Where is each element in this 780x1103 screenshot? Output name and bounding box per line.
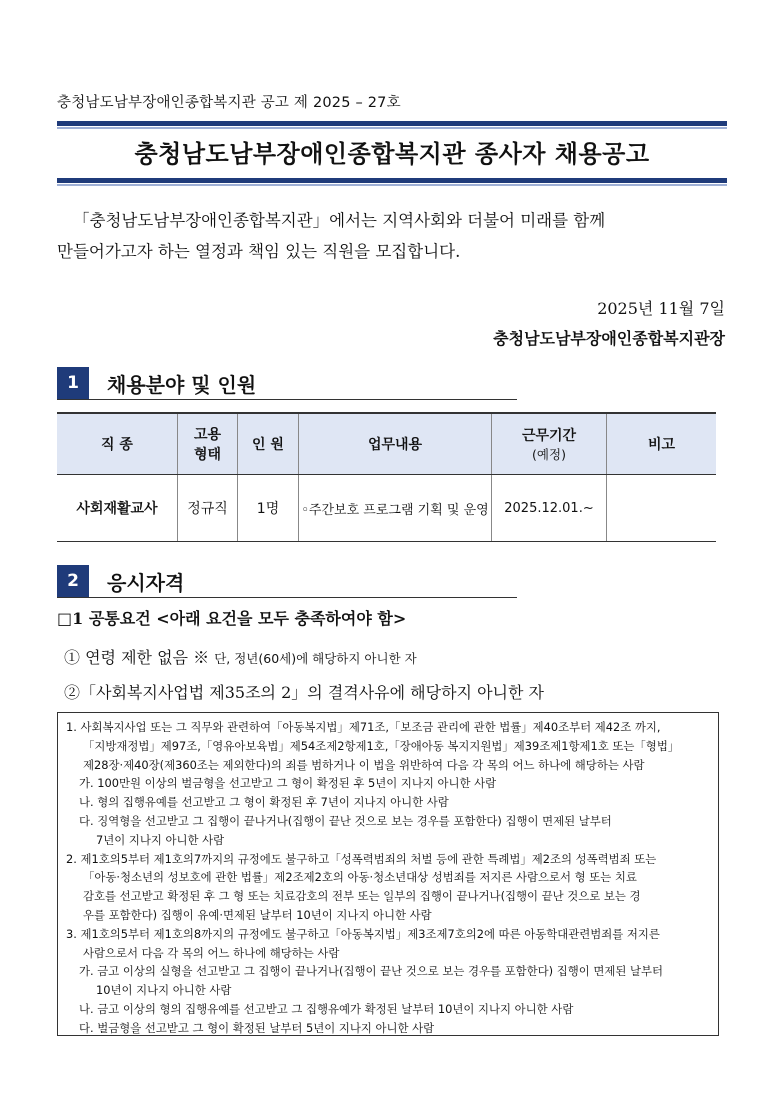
section-1-title: 채용분야 및 인원: [107, 373, 257, 397]
header-count: 인 원: [238, 413, 299, 475]
header-note: 비고: [607, 413, 717, 475]
recruitment-table: [57, 412, 716, 542]
title-rule-bottom: [57, 178, 727, 183]
requirement-age: [64, 645, 417, 668]
title-rule-top: [57, 121, 727, 126]
box-line: 감호를 선고받고 확정된 후 그 형 또는 치료감호의 전부 또는 일부의 집행이 끝나거나(집행이 끝난 것으로 보는 경: [83, 889, 641, 904]
header-duty: 업무내용: [299, 413, 492, 475]
table-header-row: [57, 413, 716, 475]
box-line: 나. 금고 이상의 형의 집행유예를 선고받고 그 집행유예가 확정된 날부터 10년이 지나지 아니한 사람: [79, 1001, 574, 1016]
requirement-disqualification: ②「사회복지사업법 제35조의 2」의 결격사유에 해당하지 아니한 자: [64, 683, 544, 702]
box-line: 가. 100만원 이상의 벌금형을 선고받고 그 형이 확정된 후 5년이 지나지 아니한 사람: [79, 776, 497, 791]
cell-type: 정규직: [178, 475, 238, 542]
requirement-age-main: ① 연령 제한 없음 ※: [64, 648, 210, 667]
intro-line-1: 「충청남도남부장애인종합복지관」에서는 지역사회와 더불어 미래를 함께: [73, 211, 606, 230]
header-job: 직 종: [57, 413, 178, 475]
announcement-date: 2025년 11월 7일: [597, 299, 725, 318]
section-1-header: [57, 367, 517, 400]
box-line: 나. 형의 집행유예를 선고받고 그 형이 확정된 후 7년이 지나지 아니한 사람: [79, 795, 449, 810]
box-line: 우를 포함한다) 집행이 유예·면제된 날부터 10년이 지나지 아니한 사람: [83, 907, 432, 922]
box-line: 가. 금고 이상의 실형을 선고받고 그 집행이 끝나거나(집행이 끝난 것으로 보는 경우를 포함한다) 집행이 면제된 날부터: [79, 964, 663, 979]
box-line: 「아동·청소년의 성보호에 관한 법률」제2조제2호의 아동·청소년대상 성범죄를 저지른 사람으로서 형 또는 치료: [83, 870, 637, 885]
intro-paragraph: [57, 205, 727, 267]
cell-job: 사회재활교사: [57, 475, 178, 542]
header-employment-type: [178, 413, 238, 475]
box-line: 7년이 지나지 아니한 사람: [96, 832, 225, 847]
table-row: [57, 475, 716, 542]
box-line: 「지방재정법」제97조,「영유아보육법」제54조제2항제1호,「장애아동 복지지원법」제39조제1항제1호 또는「형법」: [83, 738, 680, 753]
box-line: 2. 제1호의5부터 제1호의7까지의 규정에도 불구하고「성폭력범죄의 처벌 등에 관한 특례법」제2조의 성폭력범죄 또는: [66, 851, 657, 866]
disqualification-box: [57, 712, 719, 1036]
page-title: 충청남도남부장애인종합복지관 종사자 채용공고: [134, 140, 650, 168]
box-line: 다. 벌금형을 선고받고 그 형이 확정된 날부터 5년이 지나지 아니한 사람: [79, 1020, 435, 1035]
section-2-title: 응시자격: [107, 571, 185, 595]
box-line: 10년이 지나지 아니한 사람: [96, 983, 232, 998]
requirement-age-note: 단, 정년(60세)에 해당하지 아니한 자: [214, 651, 417, 666]
title-rule-bottom-thin: [57, 184, 727, 186]
section-2-number: 2: [57, 565, 89, 597]
header-period-label: 근무기간: [521, 428, 577, 444]
title-rule-top-thin: [57, 127, 727, 129]
cell-note: [607, 475, 717, 542]
cell-duty: ◦주간보호 프로그램 기획 및 운영: [299, 475, 492, 542]
box-line: 사람으로서 다음 각 목의 어느 하나에 해당하는 사람: [83, 945, 340, 960]
box-line: 다. 징역형을 선고받고 그 집행이 끝나거나(집행이 끝난 것으로 보는 경우를 포함한다) 집행이 면제된 날부터: [79, 813, 612, 828]
header-period-sub: (예정): [532, 447, 566, 462]
signer: 충청남도남부장애인종합복지관장: [493, 329, 725, 348]
header-period: [492, 413, 607, 475]
header-type-line1: 고용: [193, 427, 222, 443]
cell-period: 2025.12.01.~: [492, 475, 607, 542]
intro-line-2: 만들어가고자 하는 열정과 책임 있는 직원을 모집합니다.: [57, 242, 461, 261]
cell-count: 1명: [238, 475, 299, 542]
box-line: 1. 사회복지사업 또는 그 직무와 관련하여「아동복지법」제71조,「보조금 관리에 관한 법률」제40조부터 제42조 까지,: [66, 720, 661, 734]
box-line: 3. 제1호의5부터 제1호의8까지의 규정에도 불구하고「아동복지법」제3조제7호의2에 따른 아동학대관련범죄를 저지른: [66, 926, 660, 941]
common-requirements-heading: □1 공통요건 <아래 요건을 모두 충족하여야 함>: [57, 609, 407, 628]
section-1-number: 1: [57, 367, 89, 399]
header-type-line2: 형태: [193, 447, 222, 463]
box-line: 제28장·제40장(제360조는 제외한다)의 죄를 범하거나 이 법을 위반하여 다음 각 목의 어느 하나에 해당하는 사람: [83, 757, 645, 772]
notice-number: 충청남도남부장애인종합복지관 공고 제 2025 – 27호: [57, 95, 401, 111]
section-2-header: [57, 565, 517, 598]
